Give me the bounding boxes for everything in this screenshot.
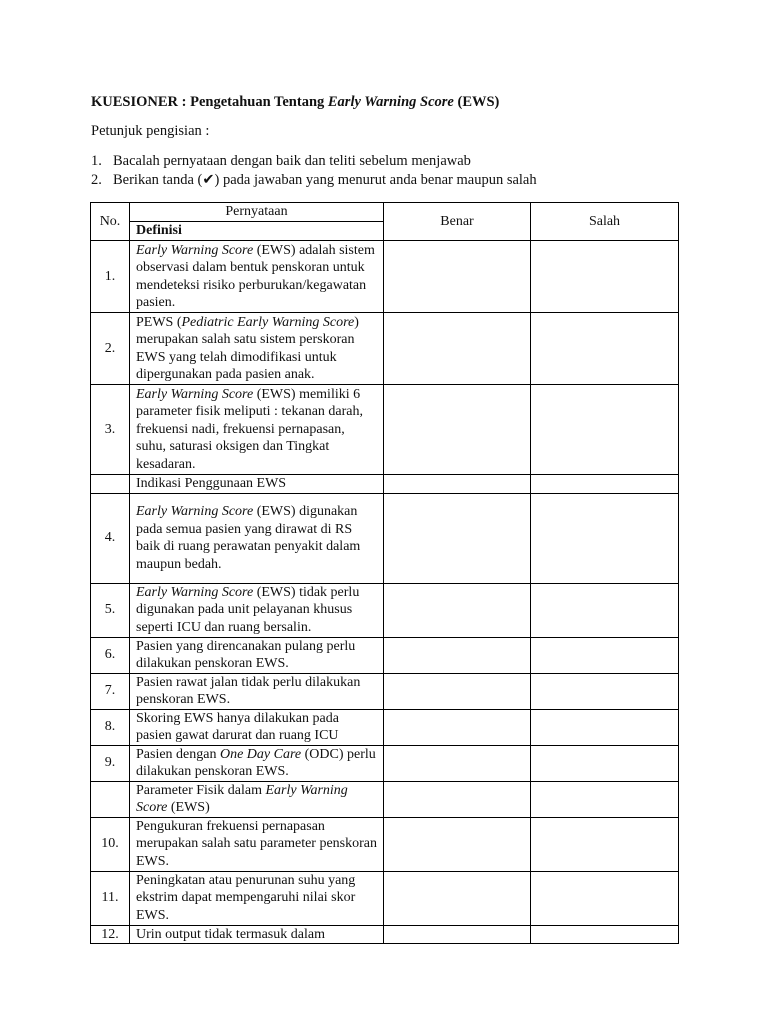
- answer-benar-cell[interactable]: [384, 925, 531, 944]
- answer-salah-cell[interactable]: [531, 637, 679, 673]
- answer-benar-cell[interactable]: [384, 871, 531, 925]
- statement-text: Pasien yang direncanakan pulang perlu dilakukan penskoran EWS.: [136, 638, 356, 671]
- table-row: [91, 817, 679, 871]
- answer-salah-cell[interactable]: [531, 673, 679, 709]
- section-number-cell: [91, 475, 130, 494]
- row-number: 11.: [91, 871, 130, 925]
- answer-salah-cell[interactable]: [531, 241, 679, 313]
- table-row: [91, 241, 679, 313]
- statement-text: PEWS (: [136, 314, 182, 330]
- row-number: 5.: [91, 583, 130, 637]
- table-row: [91, 637, 679, 673]
- header-statement: Pernyataan: [130, 203, 383, 222]
- answer-benar-cell[interactable]: [384, 709, 531, 745]
- section-indikasi: Indikasi Penggunaan EWS: [130, 475, 384, 494]
- table-row: [91, 745, 679, 781]
- row-number: 12.: [91, 925, 130, 944]
- statement-text: (EWS) memiliki 6 parameter fisik meliputi : tekanan darah, frekuensi nadi, frekuensi pernapasan, suhu, saturasi oksigen dan Tingkat kesadaran.: [136, 386, 364, 472]
- answer-benar-cell[interactable]: [384, 241, 531, 313]
- answer-benar-cell[interactable]: [384, 583, 531, 637]
- table-row: [91, 925, 679, 944]
- table-row: [91, 673, 679, 709]
- instructions-intro: Petunjuk pengisian :: [91, 123, 210, 139]
- row-statement: [130, 583, 384, 637]
- table-row: [91, 313, 679, 385]
- answer-benar-cell[interactable]: [384, 817, 531, 871]
- statement-text: Urin output tidak termasuk dalam: [136, 926, 325, 942]
- section-parameter: [130, 781, 384, 817]
- questionnaire-table: [90, 202, 679, 944]
- row-statement: [130, 925, 384, 944]
- header-no: No.: [91, 203, 130, 241]
- row-number: 10.: [91, 817, 130, 871]
- answer-salah-cell[interactable]: [531, 313, 679, 385]
- table-row: [91, 583, 679, 637]
- answer-salah-cell[interactable]: [531, 709, 679, 745]
- statement-text: Pediatric Early Warning Score: [181, 314, 355, 330]
- table-row: [91, 871, 679, 925]
- row-statement: [130, 817, 384, 871]
- instructions-list: [91, 152, 537, 190]
- row-statement: [130, 673, 384, 709]
- row-number: 9.: [91, 745, 130, 781]
- statement-text: Peningkatan atau penurunan suhu yang ekstrim dapat mempengaruhi nilai skor EWS.: [136, 872, 356, 923]
- statement-text: ) merupakan salah satu sistem perskoran EWS yang telah dimodifikasi untuk dipergunakan pada pasien anak.: [136, 314, 359, 382]
- instruction-number: 1.: [91, 153, 102, 169]
- instruction-item: [91, 152, 537, 171]
- answer-salah-cell[interactable]: [531, 925, 679, 944]
- row-statement: [130, 709, 384, 745]
- header-salah: Salah: [531, 203, 679, 241]
- section-row: [91, 781, 679, 817]
- section-definisi: Definisi: [136, 223, 182, 238]
- table-row: [91, 385, 679, 475]
- statement-text: (EWS) adalah sistem observasi dalam bentuk penskoran untuk mendeteksi risiko perburukan/kegawatan pasien.: [136, 242, 375, 310]
- title-prefix: KUESIONER : Pengetahuan Tentang: [91, 94, 328, 110]
- row-statement: [130, 871, 384, 925]
- answer-benar-cell[interactable]: [384, 313, 531, 385]
- answer-salah-cell[interactable]: [531, 385, 679, 475]
- instruction-text: Berikan tanda (✔) pada jawaban yang menurut anda benar maupun salah: [113, 172, 537, 188]
- answer-salah-cell[interactable]: [531, 583, 679, 637]
- header-benar: Benar: [384, 203, 531, 241]
- instruction-number: 2.: [91, 172, 102, 188]
- row-statement: [130, 241, 384, 313]
- row-number: 7.: [91, 673, 130, 709]
- instruction-item: [91, 171, 537, 190]
- statement-text: One Day Care: [219, 746, 302, 762]
- table-row: [91, 709, 679, 745]
- table-row: [91, 493, 679, 583]
- section-salah-cell: [531, 781, 679, 817]
- section-parameter-italic: Early Warning Score: [136, 782, 348, 815]
- answer-salah-cell[interactable]: [531, 745, 679, 781]
- row-statement: [130, 493, 384, 583]
- answer-benar-cell[interactable]: [384, 637, 531, 673]
- section-salah-cell: [531, 475, 679, 494]
- section-parameter-suffix: (EWS): [167, 800, 210, 815]
- statement-text: Early Warning Score: [136, 504, 254, 519]
- row-statement: [130, 313, 384, 385]
- section-benar-cell: [384, 781, 531, 817]
- statement-text: (EWS) digunakan pada semua pasien yang dirawat di RS baik di ruang perawatan penyakit dalam maupun bedah.: [136, 504, 361, 572]
- row-statement: [130, 745, 384, 781]
- section-benar-cell: [384, 475, 531, 494]
- statement-text: Pasien rawat jalan tidak perlu dilakukan penskoran EWS.: [136, 674, 361, 707]
- statement-text: Pengukuran frekuensi pernapasan merupakan salah satu parameter penskoran EWS.: [136, 818, 378, 869]
- row-number: 6.: [91, 637, 130, 673]
- statement-text: Early Warning Score: [136, 242, 254, 258]
- answer-salah-cell[interactable]: [531, 817, 679, 871]
- table-header-row: [91, 203, 679, 241]
- answer-salah-cell[interactable]: [531, 493, 679, 583]
- answer-benar-cell[interactable]: [384, 673, 531, 709]
- row-number: 3.: [91, 385, 130, 475]
- answer-salah-cell[interactable]: [531, 871, 679, 925]
- statement-text: (ODC) perlu dilakukan penskoran EWS.: [136, 746, 376, 779]
- statement-text: Pasien dengan: [136, 746, 220, 762]
- title-suffix: (EWS): [453, 94, 500, 110]
- row-number: 2.: [91, 313, 130, 385]
- answer-benar-cell[interactable]: [384, 493, 531, 583]
- statement-text: Early Warning Score: [136, 584, 254, 600]
- instruction-text: Bacalah pernyataan dengan baik dan teliti sebelum menjawab: [113, 153, 471, 169]
- section-parameter-text: Parameter Fisik dalam: [136, 782, 266, 798]
- answer-benar-cell[interactable]: [384, 745, 531, 781]
- answer-benar-cell[interactable]: [384, 385, 531, 475]
- section-number-cell: [91, 781, 130, 817]
- row-number: 8.: [91, 709, 130, 745]
- document-title: [91, 94, 499, 111]
- header-statement-cell: [130, 203, 384, 241]
- row-statement: [130, 385, 384, 475]
- section-row: [91, 475, 679, 494]
- row-number: 4.: [91, 493, 130, 583]
- statement-text: Skoring EWS hanya dilakukan pada pasien gawat darurat dan ruang ICU: [136, 710, 339, 743]
- statement-text: Early Warning Score: [136, 386, 254, 402]
- row-number: 1.: [91, 241, 130, 313]
- statement-text: (EWS) tidak perlu digunakan pada unit pelayanan khusus seperti ICU dan ruang bersalin.: [136, 584, 360, 635]
- title-italic: Early Warning Score: [327, 94, 454, 110]
- row-statement: [130, 637, 384, 673]
